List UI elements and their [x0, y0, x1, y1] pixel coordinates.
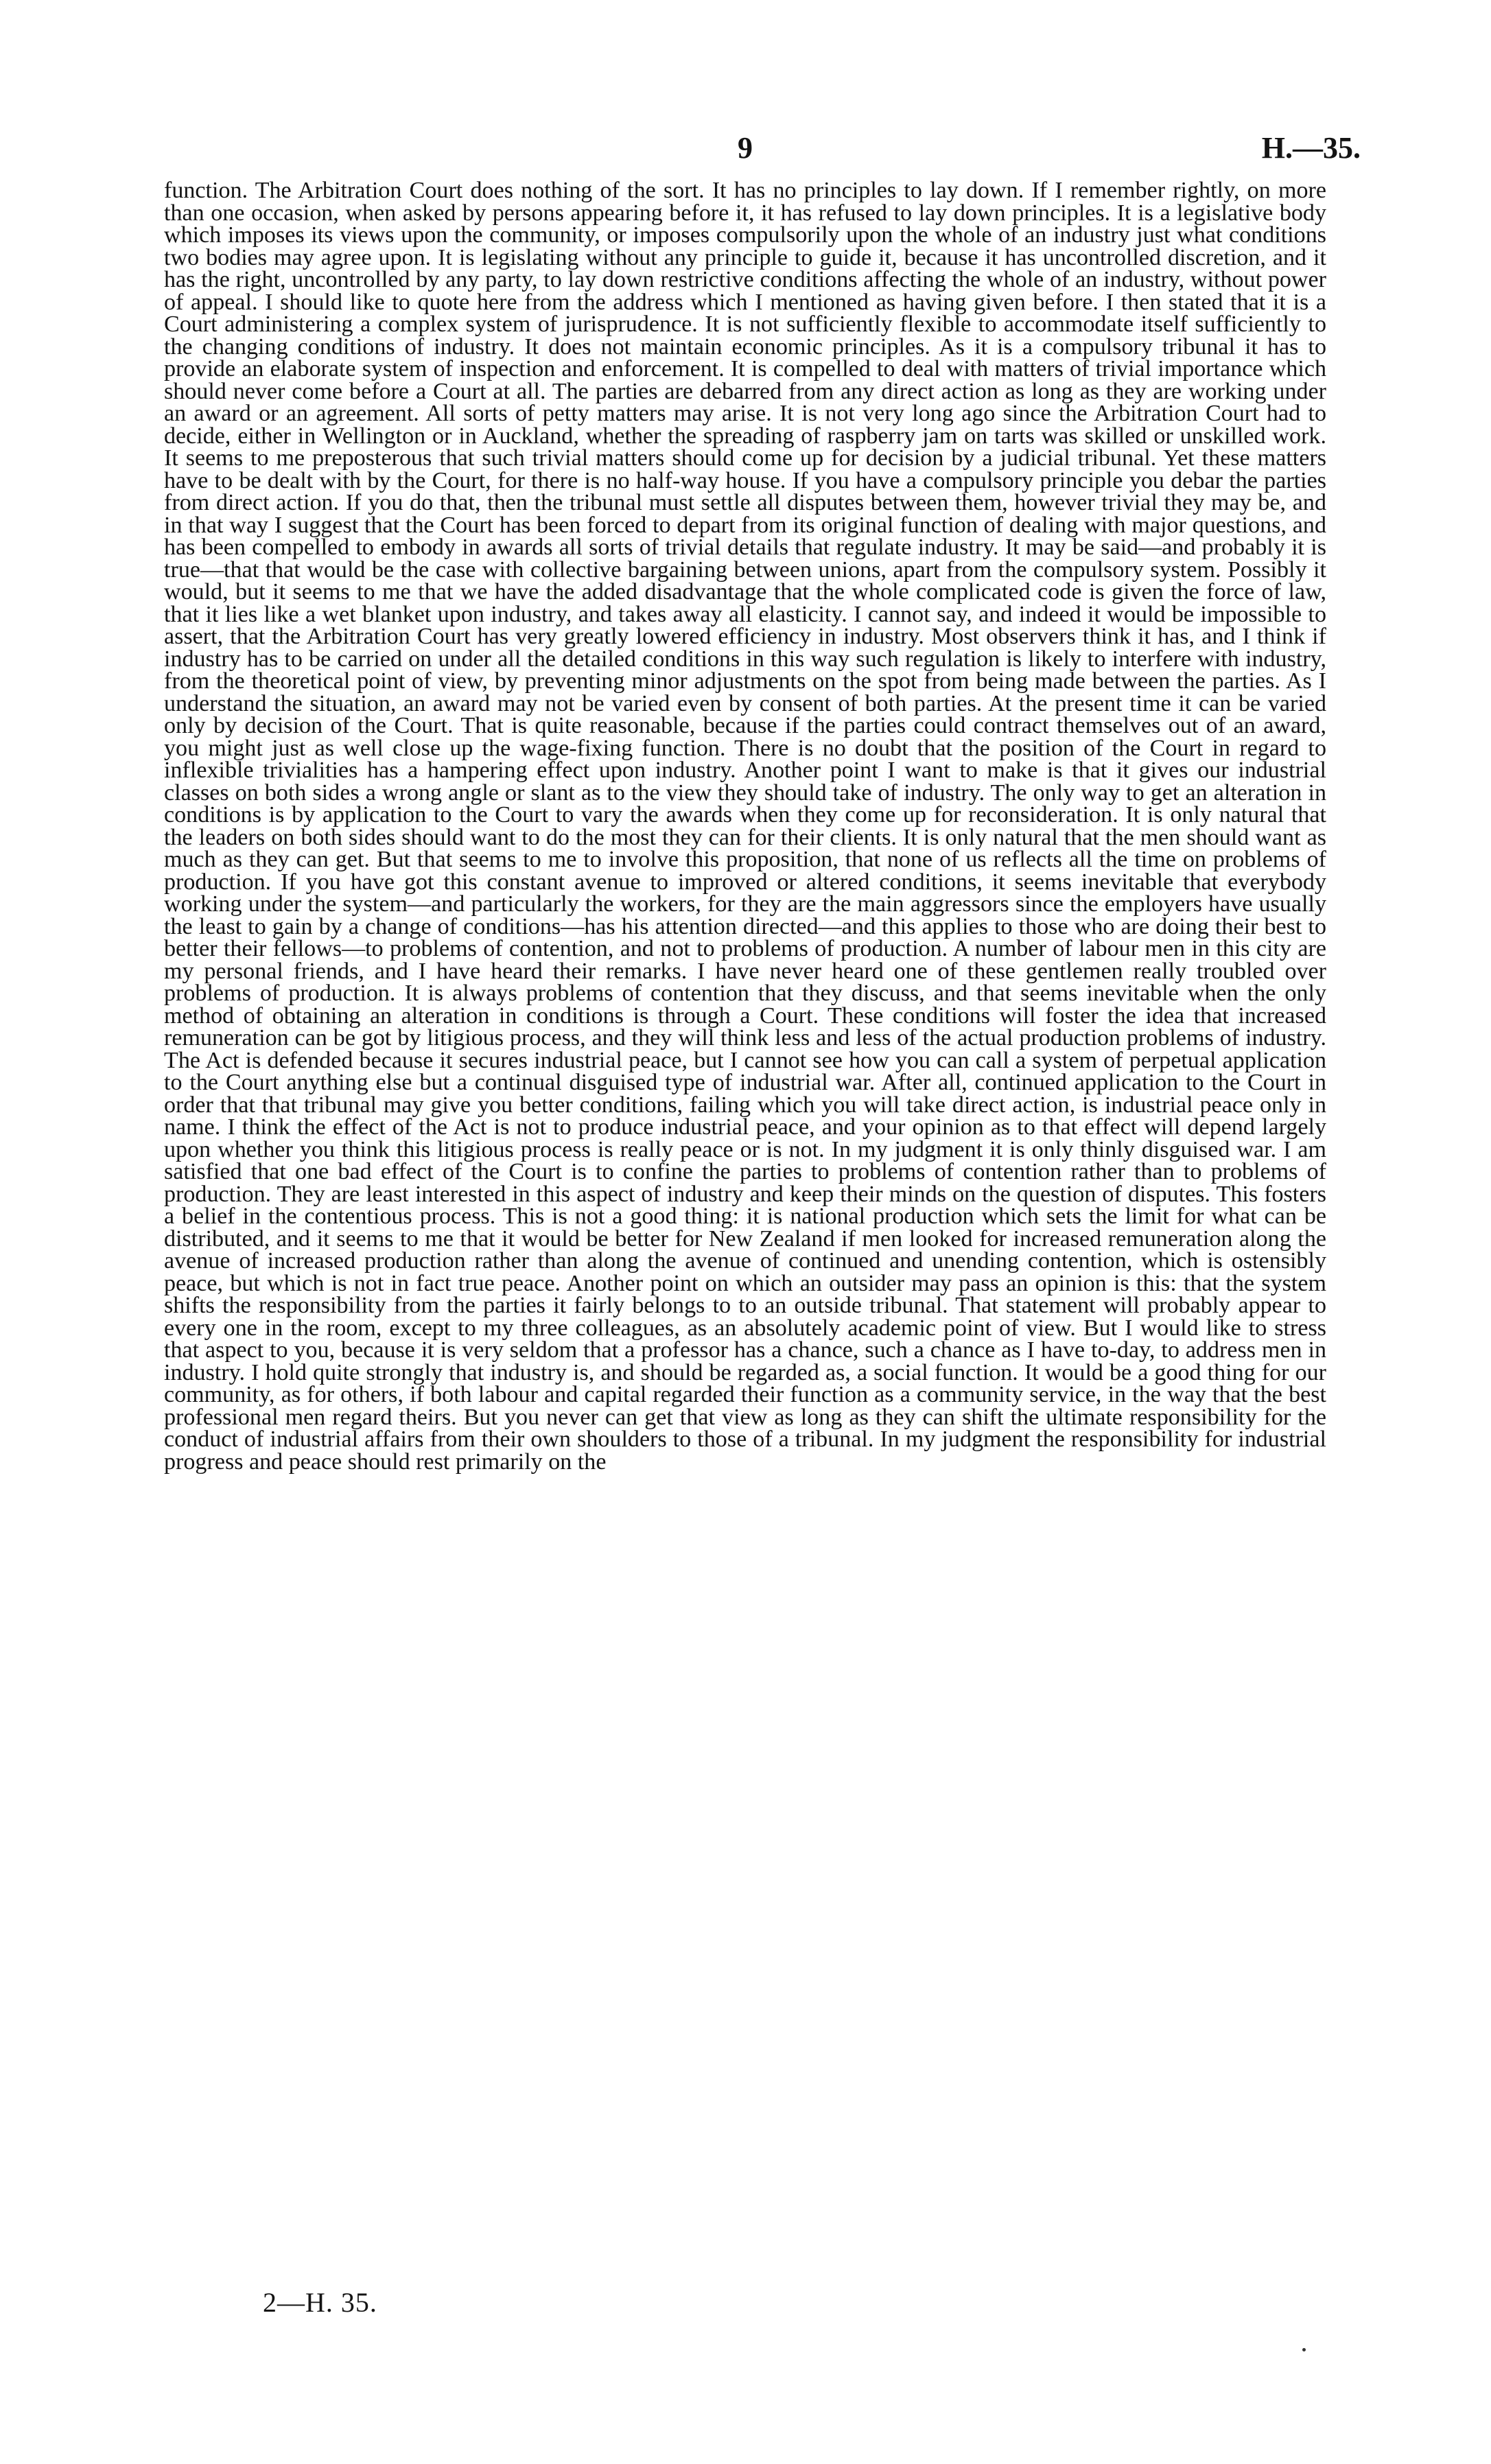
- stray-ink-mark: [1302, 2348, 1306, 2351]
- body-text: [164, 180, 1326, 1473]
- body-paragraph: function. The Arbitration Court does nothing of the sort. It has no principles to lay down. If I remember rightly, on more than one occasion, when asked by persons appearing before it, it has refused to lay down principles. It is a legislative body which imposes its views upon the community, or imposes compulsorily upon the whole of an industry just what conditions two bodies may agree upon. It is legislating without any principle to guide it, because it has uncontrolled discretion, and it has the right, uncontrolled by any party, to lay down restrictive conditions affecting the whole of an industry, without power of appeal. I should like to quote here from the address which I mentioned as having given before. I then stated that it is a Court administering a complex system of jurisprudence. It is not sufficiently flexible to accommodate itself sufficiently to the changing conditions of industry. It does not maintain economic principles. As it is a compulsory tribunal it has to provide an elaborate system of inspection and enforcement. It is compelled to deal with matters of trivial importance which should never come before a Court at all. The parties are debarred from any direct action as long as they are working under an award or an agreement. All sorts of petty matters may arise. It is not very long ago since the Arbitration Court had to decide, either in Wellington or in Auckland, whether the spreading of raspberry jam on tarts was skilled or unskilled work. It seems to me preposterous that such trivial matters should come up for decision by a judicial tribunal. Yet these matters have to be dealt with by the Court, for there is no half-way house. If you have a compulsory principle you debar the parties from direct action. If you do that, then the tribunal must settle all disputes between them, however trivial they may be, and in that way I suggest that the Court has been forced to depart from its original function of dealing with major questions, and has been compelled to embody in awards all sorts of trivial details that regulate industry. It may be said—and probably it is true—that that would be the case with collective bargaining between unions, apart from the compulsory system. Possibly it would, but it seems to me that we have the added disadvantage that the whole complicated code is given the force of law, that it lies like a wet blanket upon industry, and takes away all elasticity. I cannot say, and indeed it would be impossible to assert, that the Arbitration Court has very greatly lowered efficiency in industry. Most observers think it has, and I think if industry has to be carried on under all the detailed conditions in this way such regulation is likely to interfere with industry, from the theoretical point of view, by preventing minor adjustments on the spot from being made between the parties. As I understand the situation, an award may not be varied even by consent of both parties. At the present time it can be varied only by decision of the Court. That is quite reasonable, because if the parties could contract themselves out of an award, you might just as well close up the wage-fixing function. There is no doubt that the position of the Court in regard to inflexible trivialities has a hampering effect upon industry. Another point I want to make is that it gives our industrial classes on both sides a wrong angle or slant as to the view they should take of industry. The only way to get an alteration in conditions is by application to the Court to vary the awards when they come up for reconsideration. It is only natural that the leaders on both sides should want to do the most they can for their clients. It is only natural that the men should want as much as they can get. But that seems to me to involve this proposition, that none of us reflects all the time on problems of production. If you have got this constant avenue to improved or altered conditions, it seems inevitable that everybody working under the system—and particularly the workers, for they are the main aggressors since the employers have usually the least to gain by a change of conditions—has his attention directed—and this applies to those who are doing their best to better their fellows—to problems of contention, and not to problems of production. A number of labour men in this city are my personal friends, and I have heard their remarks. I have never heard one of these gentlemen really troubled over problems of production. It is always problems of contention that they discuss, and that seems inevitable when the only method of obtaining an alteration in conditions is through a Court. These conditions will foster the idea that increased remuneration can be got by litigious process, and they will think less and less of the actual production problems of industry. The Act is defended because it secures industrial peace, but I cannot see how you can call a system of perpetual application to the Court anything else but a continual disguised type of industrial war. After all, continued application to the Court in order that that tribunal may give you better conditions, failing which you will take direct action, is industrial peace only in name. I think the effect of the Act is not to produce industrial peace, and your opinion as to that effect will depend largely upon whether you think this litigious process is really peace or is not. In my judgment it is only thinly disguised war. I am satisfied that one bad effect of the Court is to confine the parties to problems of contention rather than to problems of production. They are least interested in this aspect of industry and keep their minds on the question of disputes. This fosters a belief in the contentious process. This is not a good thing: it is national production which sets the limit for what can be distributed, and it seems to me that it would be better for New Zealand if men looked for increased remuneration along the avenue of increased production rather than along the avenue of continued and unending contention, which is ostensibly peace, but which is not in fact true peace. Another point on which an outsider may pass an opinion is this: that the system shifts the responsibility from the parties it fairly belongs to to an outside tribunal. That statement will probably appear to every one in the room, except to my three colleagues, as an absolutely academic point of view. But I would like to stress that aspect to you, because it is very seldom that a professor has a chance, such a chance as I have to-day, to address men in industry. I hold quite strongly that industry is, and should be regarded as, a social function. It would be a good thing for our community, as for others, if both labour and capital regarded their function as a community service, in the way that the best professional men regard theirs. But you never can get that view as long as they can shift the ultimate responsibility for the conduct of industrial affairs from their own shoulders to those of a tribunal. In my judgment the responsibility for industrial progress and peace should rest primarily on the: [164, 178, 1326, 1475]
- page-number: 9: [738, 131, 753, 165]
- sheet-signature: 2—H. 35.: [263, 2287, 377, 2318]
- document-id: H.—35.: [1261, 131, 1361, 165]
